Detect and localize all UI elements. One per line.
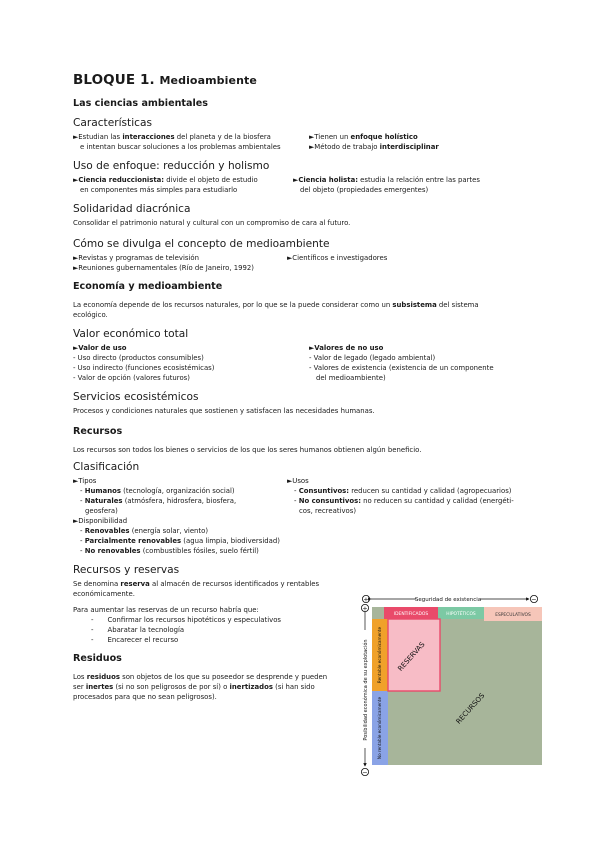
list-item: ►Revistas y programas de televisión	[73, 254, 199, 262]
minus-left-label: −	[362, 768, 368, 777]
list-title: ►Usos	[287, 477, 309, 485]
divulga-columns	[73, 253, 533, 273]
plus-left-label: +	[362, 604, 368, 613]
list-item: geosfera)	[85, 507, 118, 515]
list-item: ►Método de trabajo interdisciplinar	[309, 143, 439, 151]
plus-top-label: +	[363, 595, 369, 604]
caracteristicas-columns	[73, 132, 533, 152]
reservas-recursos-diagram	[352, 590, 544, 780]
economia-intro-line2: ecológico.	[73, 311, 108, 319]
valor-right	[309, 343, 494, 383]
list-item: e intentan buscar soluciones a los problemas ambientales	[80, 143, 281, 151]
page-title: BLOQUE 1. Medioambiente	[73, 72, 257, 88]
list-item: - Encarecer el recurso	[91, 636, 179, 644]
reservas-text: Se denomina reserva al almacén de recursos identificados y rentables	[73, 580, 320, 588]
list-item: - Valor de legado (legado ambiental)	[309, 354, 436, 362]
list-item: del objeto (propiedades emergentes)	[300, 186, 429, 194]
list-item: ►Estudian las interacciones del planeta y de la biosfera	[73, 133, 271, 141]
valor-left	[73, 343, 309, 383]
recursos-intro: Los recursos son todos los bienes o servicios de los que los seres humanos obtienen algún beneficio.	[73, 446, 422, 454]
list-item: - Parcialmente renovables (agua limpia, biodiversidad)	[80, 537, 280, 545]
list-item: - No renovables (combustibles fósiles, suelo fértil)	[80, 547, 259, 555]
minus-top-label: −	[531, 595, 537, 604]
subheading-divulga: Cómo se divulga el concepto de medioambiente	[73, 238, 330, 250]
list-item: - Valor de opción (valores futuros)	[73, 374, 190, 382]
list-item: ►Ciencia holista: estudia la relación entre las partes	[293, 176, 480, 184]
list-title: ►Tipos	[73, 477, 97, 485]
tipos-column	[73, 476, 287, 516]
residuos-text-line3: procesados para que no sean peligrosos).	[73, 693, 217, 701]
list-item: - Uso directo (productos consumibles)	[73, 354, 204, 362]
list-title: ►Disponibilidad	[73, 517, 128, 525]
left-axis-label: Posibilidad económica de su explotación	[363, 639, 369, 741]
list-item: ►Científicos e investigadores	[287, 254, 388, 262]
label-rentable: Rentable económicamente	[377, 626, 382, 684]
label-especulativos: ESPECULATIVOS	[495, 613, 531, 618]
reservas-text-line2: económicamente.	[73, 590, 135, 598]
divulga-right	[287, 253, 387, 273]
list-item: - Naturales (atmósfera, hidrosfera, biosfera,	[80, 497, 237, 505]
clasificacion-columns	[73, 476, 533, 516]
servicios-text: Procesos y condiciones naturales que sostienen y satisfacen las necesidades humanas.	[73, 407, 375, 415]
section-heading-economia: Economía y medioambiente	[73, 281, 223, 292]
residuos-text-line2: ser inertes (si no son peligrosos de por sí) o inertizados (si han sido	[73, 683, 315, 691]
list-item: - Uso indirecto (funciones ecosistémicas)	[73, 364, 215, 372]
caracteristicas-right	[309, 132, 439, 152]
list-item: ►Tienen un enfoque holístico	[309, 133, 418, 141]
list-item: ►Ciencia reduccionista: divide el objeto de estudio	[73, 176, 258, 184]
recursos-label: RECURSOS	[454, 691, 487, 726]
enfoque-columns	[73, 175, 533, 195]
list-item: en componentes más simples para estudiarlo	[80, 186, 238, 194]
subheading-enfoque: Uso de enfoque: reducción y holismo	[73, 160, 270, 172]
list-item: - Abaratar la tecnología	[91, 626, 185, 634]
enfoque-right	[293, 175, 480, 195]
list-item: - Consuntivos: reducen su cantidad y calidad (agropecuarios)	[294, 487, 512, 495]
list-title: ►Valores de no uso	[309, 344, 384, 352]
label-identificados: IDENTIFICADOS	[393, 612, 429, 617]
divulga-left	[73, 253, 287, 273]
list-item: - Humanos (tecnología, organización social)	[80, 487, 235, 495]
list-item: - No consuntivos: no reducen su cantidad y calidad (energéti-	[294, 497, 514, 505]
list-title: ►Valor de uso	[73, 344, 127, 352]
top-axis-label: Seguridad de existencia	[414, 597, 482, 603]
economia-intro: La economía depende de los recursos naturales, por lo que se la puede considerar como un subsistema del sistema	[73, 301, 479, 309]
label-no-rentable: No rentable económicamente	[377, 696, 382, 760]
list-item: - Confirmar los recursos hipotéticos y especulativos	[91, 616, 282, 624]
subheading-valor: Valor económico total	[73, 328, 189, 340]
section-heading-residuos: Residuos	[73, 653, 122, 664]
enfoque-left	[73, 175, 293, 195]
subheading-solidaridad: Solidaridad diacrónica	[73, 203, 191, 215]
subheading-servicios: Servicios ecosistémicos	[73, 391, 199, 403]
residuos-text: Los residuos son objetos de los que su poseedor se desprende y pueden	[73, 673, 328, 681]
reservas-label: RESERVAS	[396, 640, 427, 673]
subheading-clasificacion: Clasificación	[73, 461, 140, 473]
section-heading-ciencias: Las ciencias ambientales	[73, 98, 208, 109]
list-item: ►Reuniones gubernamentales (Río de Janeiro, 1992)	[73, 264, 254, 272]
subheading-caracteristicas: Características	[73, 117, 152, 129]
solidaridad-text: Consolidar el patrimonio natural y cultural con un compromiso de cara al futuro.	[73, 219, 351, 227]
list-item: - Renovables (energía solar, viento)	[80, 527, 209, 535]
caracteristicas-left	[73, 132, 309, 152]
usos-column	[287, 476, 514, 516]
valor-columns	[73, 343, 533, 383]
reservas-para: Para aumentar las reservas de un recurso habría que:	[73, 606, 259, 614]
section-heading-recursos: Recursos	[73, 426, 123, 437]
label-hipoteticos: HIPOTÉTICOS	[446, 612, 476, 617]
list-item: - Valores de existencia (existencia de un componente	[309, 364, 494, 372]
list-item: del medioambiente)	[316, 374, 386, 382]
list-item: cos, recreativos)	[299, 507, 357, 515]
subheading-reservas: Recursos y reservas	[73, 564, 180, 576]
